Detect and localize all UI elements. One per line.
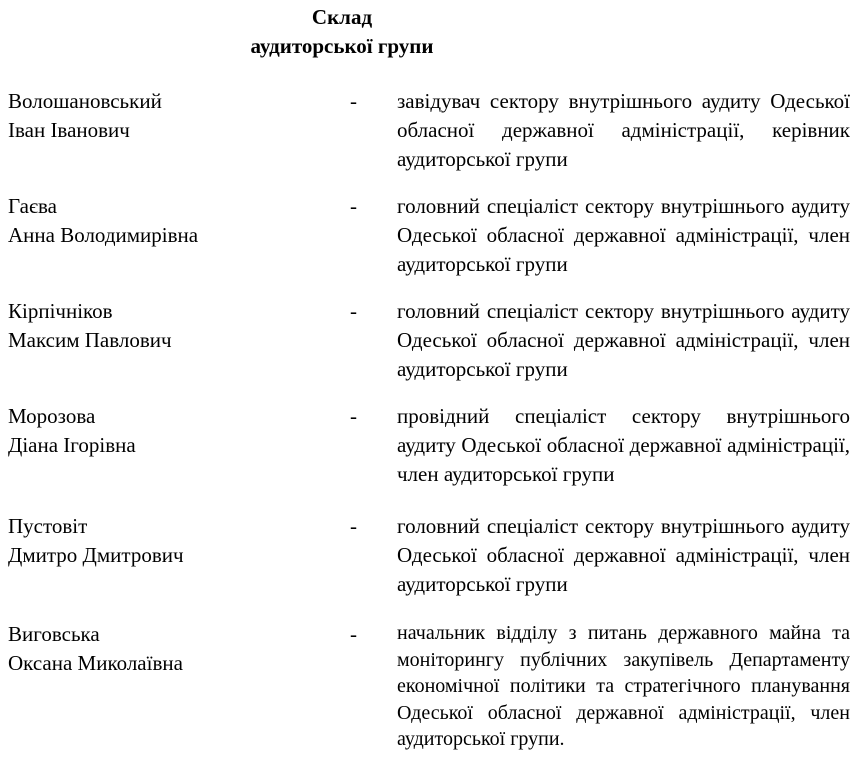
member-position: начальник відділу з питань державного майна та моніторингу публічних закупівель Департаменту економічної політики та стратегічного планування Одеської обласної державної адміністрації, член аудиторської групи. <box>397 622 850 751</box>
member-given-names: Максим Павлович <box>8 328 172 352</box>
separator-dash: - <box>350 299 357 323</box>
member-position: головний спеціаліст сектору внутрішнього аудиту Одеської обласної державної адміністрації, член аудиторської групи <box>397 514 850 596</box>
separator-dash: - <box>350 89 357 113</box>
separator-dash: - <box>350 194 357 218</box>
separator-dash: - <box>350 514 357 538</box>
member-given-names: Анна Володимирівна <box>8 223 199 247</box>
member-position: завідувач сектору внутрішнього аудиту Одеської обласної державної адміністрації, керівник аудиторської групи <box>397 89 850 171</box>
separator-dash: - <box>350 622 357 646</box>
member-position: головний спеціаліст сектору внутрішнього аудиту Одеської обласної державної адміністрації, член аудиторської групи <box>397 194 850 276</box>
member-given-names: Іван Іванович <box>8 118 130 142</box>
member-surname: Волошановський <box>8 89 162 113</box>
document-subtitle: аудиторської групи <box>250 34 434 58</box>
member-position: головний спеціаліст сектору внутрішнього аудиту Одеської обласної державної адміністрації, член аудиторської групи <box>397 299 850 381</box>
member-given-names: Оксана Миколаївна <box>8 651 183 675</box>
member-surname: Виговська <box>8 622 100 646</box>
document-title: Склад <box>311 5 373 29</box>
member-surname: Пустовіт <box>8 514 88 538</box>
member-given-names: Діана Ігорівна <box>8 433 136 457</box>
member-position: провідний спеціаліст сектору внутрішнього аудиту Одеської обласної державної адміністрації, член аудиторської групи <box>397 404 850 486</box>
member-given-names: Дмитро Дмитрович <box>8 543 184 567</box>
member-surname: Гаєва <box>8 194 57 218</box>
member-surname: Кірпічніков <box>8 299 113 323</box>
member-surname: Морозова <box>8 404 96 428</box>
separator-dash: - <box>350 404 357 428</box>
